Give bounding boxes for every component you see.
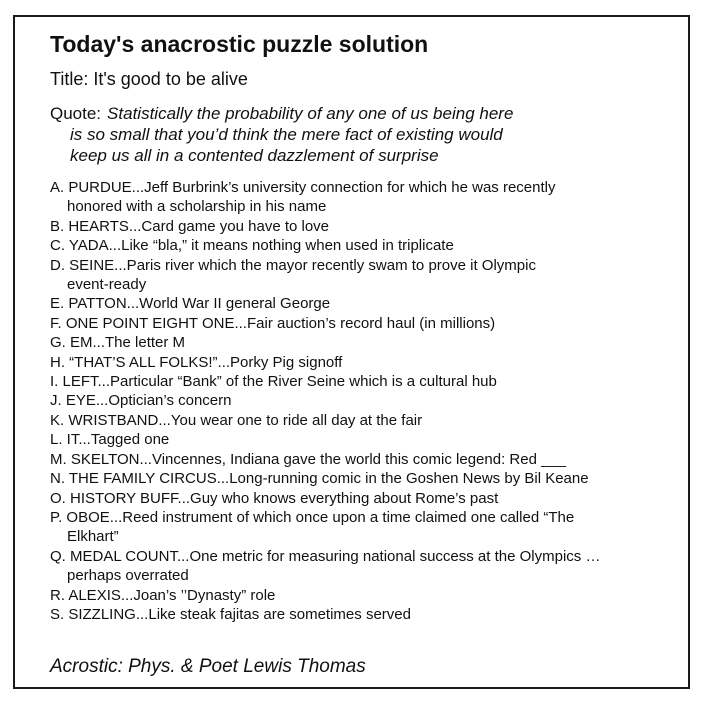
quote-line-2: is so small that you’d think the mere fact of existing would [70,125,503,144]
clue-text: L. IT...Tagged one [50,431,170,449]
page-title: Today's anacrostic puzzle solution [50,31,429,57]
clue-b [50,217,675,236]
clue-text: K. WRISTBAND...You wear one to ride all day at the fair [50,411,423,429]
clue-text: P. OBOE...Reed instrument of which once upon a time claimed one called “The [50,508,575,526]
clue-q [50,547,675,586]
clue-m [50,450,675,469]
clue-text: R. ALEXIS...Joan’s ’’Dynasty” role [50,586,276,604]
clue-text-continued: honored with a scholarship in his name [67,198,327,216]
quote-block [50,103,513,166]
clue-list [50,178,675,624]
clue-text: J. EYE...Optician’s concern [50,392,232,410]
clue-a [50,178,675,217]
clue-text: E. PATTON...World War II general George [50,295,331,313]
clue-text: B. HEARTS...Card game you have to love [50,217,330,235]
clue-text: F. ONE POINT EIGHT ONE...Fair auction’s record haul (in millions) [50,314,496,332]
clue-i [50,372,675,391]
clue-c [50,236,675,255]
clue-d [50,256,675,295]
clue-k [50,411,675,430]
clue-s [50,605,675,624]
quote-label: Quote: [50,104,102,123]
clue-text: D. SEINE...Paris river which the mayor recently swam to prove it Olympic [50,256,536,274]
clue-h [50,353,675,372]
clue-text: O. HISTORY BUFF...Guy who knows everything about Rome’s past [50,489,499,507]
quote-line-3: keep us all in a contented dazzlement of surprise [70,146,439,165]
puzzle-title: Title: It's good to be alive [50,69,248,89]
clue-e [50,294,675,313]
clue-text: I. LEFT...Particular “Bank” of the River Seine which is a cultural hub [50,373,497,391]
clue-text: G. EM...The letter M [50,334,186,352]
clue-text: N. THE FAMILY CIRCUS...Long-running comic in the Goshen News by Bil Keane [50,470,589,488]
clue-r [50,586,675,605]
clue-text: Q. MEDAL COUNT...One metric for measuring national success at the Olympics … [50,547,601,565]
clue-text: A. PURDUE...Jeff Burbrink’s university connection for which he was recently [50,179,556,196]
clue-text: S. SIZZLING...Like steak fajitas are sometimes served [50,605,411,623]
clue-text: H. “THAT’S ALL FOLKS!”...Porky Pig signoff [50,353,343,371]
clue-l [50,430,675,449]
quote-line-1: Statistically the probability of any one of us being here [107,104,514,123]
clue-j [50,391,675,410]
clue-p [50,508,675,547]
clue-text: C. YADA...Like “bla,” it means nothing when used in triplicate [50,237,454,255]
acrostic-answer: Acrostic: Phys. & Poet Lewis Thomas [50,656,366,677]
clue-text-continued: event-ready [67,276,147,294]
clue-f [50,314,675,333]
clue-text-continued: perhaps overrated [67,567,189,585]
clue-text-continued: Elkhart” [67,528,119,546]
clue-g [50,333,675,352]
clue-text: M. SKELTON...Vincennes, Indiana gave the world this comic legend: Red ___ [50,450,567,468]
clue-n [50,469,675,488]
clue-o [50,489,675,508]
